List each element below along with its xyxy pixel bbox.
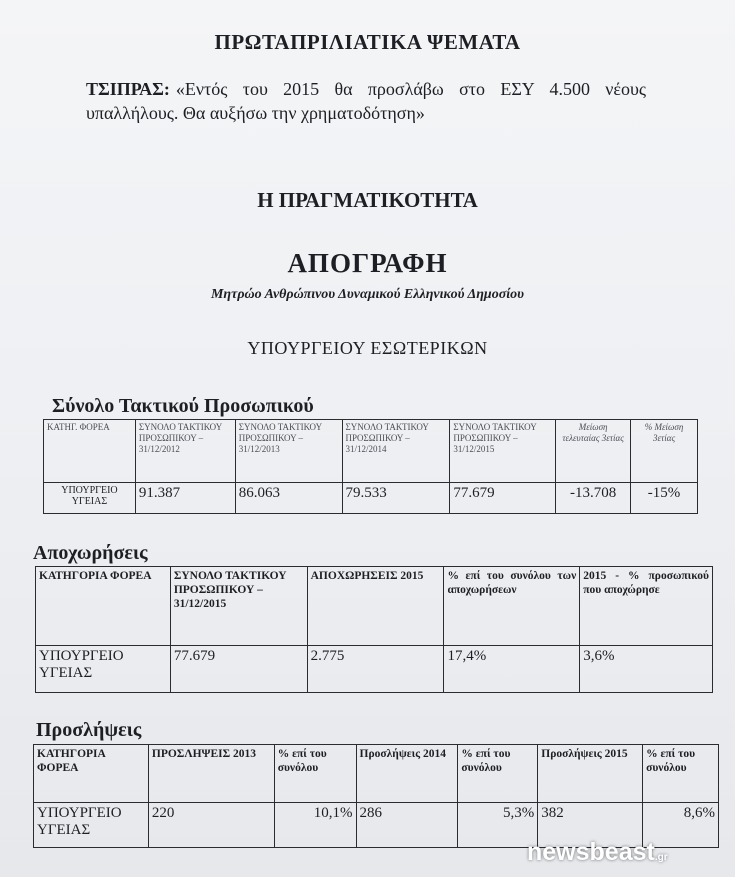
table-header-row [36, 567, 713, 646]
header-cell: ΑΠΟΧΩΡΗΣΕΙΣ 2015 [307, 567, 444, 646]
table-cell: 91.387 [135, 483, 235, 514]
table-cell: 5,3% [458, 803, 538, 848]
section-title-hirings: Προσλήψεις [36, 719, 142, 741]
header-cell: % επί του συνόλου των αποχωρήσεων [444, 567, 580, 646]
row-label: ΥΠΟΥΡΓΕΙΟ ΥΓΕΙΑΣ [44, 483, 136, 514]
header-cell: ΣΥΝΟΛΟ ΤΑΚΤΙΚΟΥ ΠΡΟΣΩΠΙΚΟΥ – 31/12/2014 [342, 420, 450, 483]
reality-heading: Η ΠΡΑΓΜΑΤΙΚΟΤΗΤΑ [257, 188, 478, 212]
header-cell: % Μείωση 3ετίας [631, 420, 698, 483]
header-cell: % επί του συνόλου [643, 745, 719, 803]
header-cell: ΚΑΤΗΓΟΡΙΑ ΦΟΡΕΑ [34, 745, 149, 803]
total-staff-table [43, 419, 698, 514]
header-cell: ΣΥΝΟΛΟ ΤΑΚΤΙΚΟΥ ΠΡΟΣΩΠΙΚΟΥ – 31/12/2015 [450, 420, 556, 483]
table-row [36, 646, 713, 693]
quote-speaker: ΤΣΙΠΡΑΣ: [86, 79, 170, 99]
table-cell: 3,6% [580, 646, 713, 693]
departures-table [35, 566, 713, 693]
table-cell: 17,4% [444, 646, 580, 693]
table-cell: 286 [356, 803, 458, 848]
header-cell: ΚΑΤΗΓΟΡΙΑ ΦΟΡΕΑ [36, 567, 171, 646]
header-cell: Προσλήψεις 2014 [356, 745, 458, 803]
section-title-total-staff: Σύνολο Τακτικού Προσωπικού [52, 395, 314, 417]
header-cell: ΣΥΝΟΛΟ ΤΑΚΤΙΚΟΥ ΠΡΟΣΩΠΙΚΟΥ – 31/12/2015 [170, 567, 307, 646]
table-cell: 382 [538, 803, 643, 848]
table-row [44, 483, 698, 514]
row-label: ΥΠΟΥΡΓΕΙΟ ΥΓΕΙΑΣ [36, 646, 171, 693]
table-cell: 77.679 [450, 483, 556, 514]
quote-paragraph [86, 77, 646, 125]
table-cell: 86.063 [235, 483, 342, 514]
header-cell: ΣΥΝΟΛΟ ΤΑΚΤΙΚΟΥ ΠΡΟΣΩΠΙΚΟΥ – 31/12/2012 [135, 420, 235, 483]
table-header-row [44, 420, 698, 483]
table-cell: 10,1% [274, 803, 356, 848]
table-cell: 79.533 [342, 483, 450, 514]
document-title: ΠΡΩΤΑΠΡΙΛΙΑΤΙΚΑ ΨΕΜΑΤΑ [214, 30, 521, 54]
registry-subheading: Μητρώο Ανθρώπινου Δυναμικού Ελληνικού Δημοσίου [210, 287, 525, 302]
table-cell: 2.775 [307, 646, 444, 693]
table-cell: 77.679 [170, 646, 307, 693]
table-header-row [34, 745, 719, 803]
table-cell: 220 [148, 803, 274, 848]
header-cell: ΣΥΝΟΛΟ ΤΑΚΤΙΚΟΥ ΠΡΟΣΩΠΙΚΟΥ – 31/12/2013 [235, 420, 342, 483]
row-label: ΥΠΟΥΡΓΕΙΟ ΥΓΕΙΑΣ [34, 803, 149, 848]
hirings-table [33, 744, 719, 848]
table-cell: -15% [631, 483, 698, 514]
header-cell: ΚΑΤΗΓ. ΦΟΡΕΑ [44, 420, 136, 483]
quote-text: «Εντός του 2015 θα προσλάβω στο ΕΣΥ 4.500 νέους υπαλλήλους. Θα αυξήσω την χρηματοδότηση» [86, 79, 646, 123]
table-cell: 8,6% [643, 803, 719, 848]
census-heading: ΑΠΟΓΡΑΦΗ [287, 248, 448, 278]
header-cell: Μείωση τελευταίας 3ετίας [556, 420, 631, 483]
header-cell: 2015 - % προσωπικού που αποχώρησε [580, 567, 713, 646]
header-cell: % επί του συνόλου [458, 745, 538, 803]
header-cell: % επί του συνόλου [274, 745, 356, 803]
ministry-heading: ΥΠΟΥΡΓΕΙΟΥ ΕΣΩΤΕΡΙΚΩΝ [247, 338, 488, 358]
section-title-departures: Αποχωρήσεις [33, 542, 148, 564]
header-cell: Προσλήψεις 2015 [538, 745, 643, 803]
newsbeast-watermark-logo: newsbeast.gr [527, 838, 668, 866]
table-cell: -13.708 [556, 483, 631, 514]
header-cell: ΠΡΟΣΛΗΨΕΙΣ 2013 [148, 745, 274, 803]
